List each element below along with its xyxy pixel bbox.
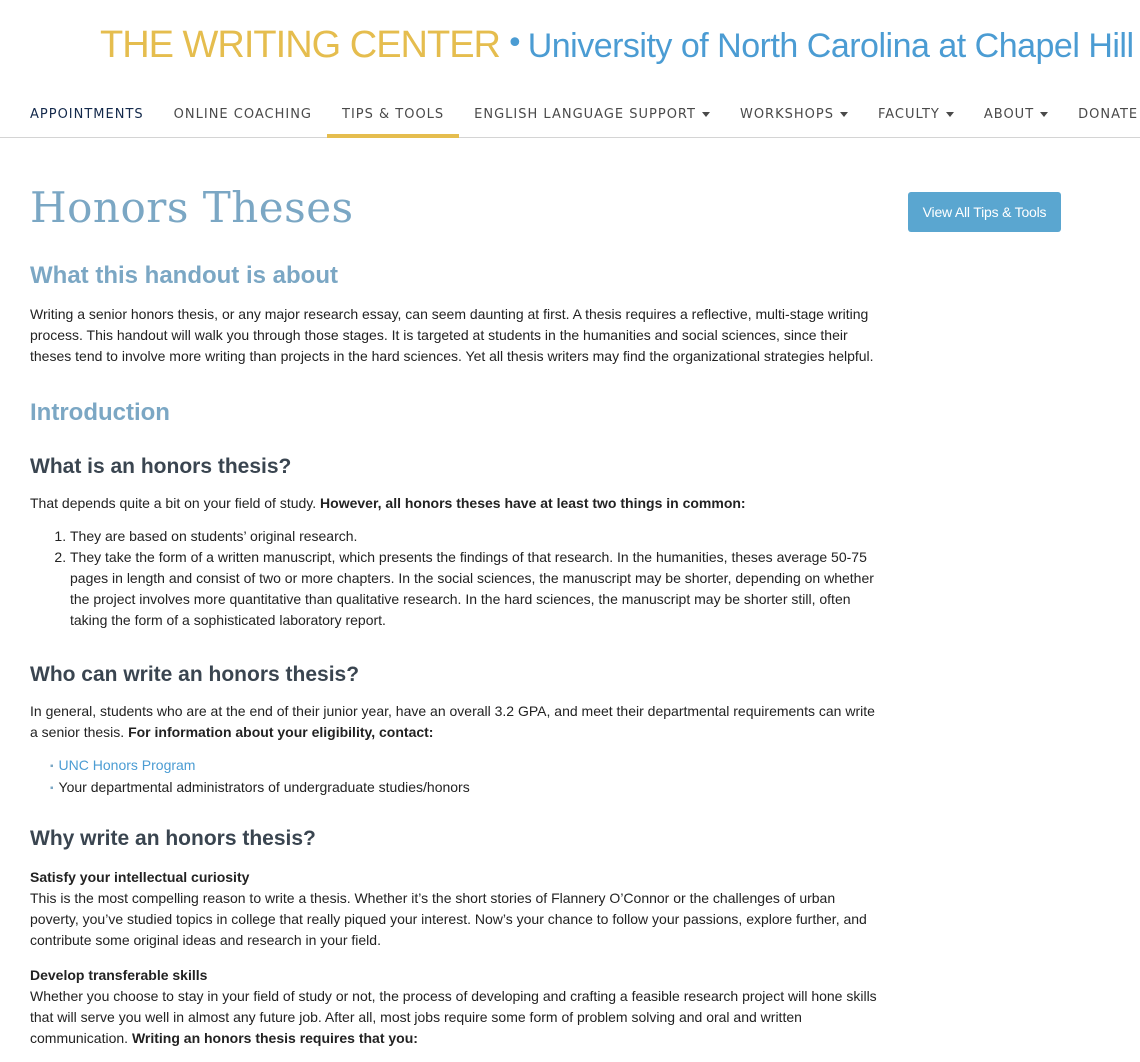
section-heading-introduction: Introduction	[30, 399, 170, 426]
caret-down-icon	[946, 112, 954, 117]
what-list	[70, 526, 880, 631]
nav-item-online-coaching[interactable]	[159, 92, 327, 137]
caret-down-icon	[840, 112, 848, 117]
what-paragraph	[30, 493, 880, 514]
nav-label: FACULTY	[877, 107, 940, 122]
why-reason-2-paragraph	[30, 986, 880, 1049]
why-reason-2-text-bold: Writing an honors thesis requires that you:	[131, 1030, 418, 1046]
nav-label: APPOINTMENTS	[30, 107, 144, 122]
nav-label: ABOUT	[983, 107, 1035, 122]
list-item	[50, 755, 880, 777]
list-item: 2. They take the form of a written manuscript, which presents the findings of that research. In the humanities, theses average 50-75 pages in length and consist of two or more chapters. In the social sciences, the manuscript may be shorter, depending on whether the project involves more quantitative than qualitative research. In the hard sciences, the manuscript may be shorter still, often taking the form of a sophisticated laboratory report.	[70, 547, 880, 631]
main-nav	[0, 92, 1140, 138]
nav-label: ONLINE COACHING	[173, 107, 312, 122]
why-reason-2-text: Whether you choose to stay in your field of study or not, the process of developing and crafting a feasible research project will hone skills that will serve you well in almost any future job. After all, most jobs require some form of problem solving and oral and written communication.	[30, 988, 877, 1046]
who-paragraph	[30, 701, 880, 743]
unc-honors-program-link[interactable]: UNC Honors Program	[58, 757, 196, 773]
why-reason-1-text: This is the most compelling reason to write a thesis. Whether it’s the short stories of Flannery O’Connor or the challenges of urban poverty, you’ve studied topics in college that really piqued your interest. Now’s your chance to follow your passions, explore further, and contribute some original ideas and research in your field.	[30, 890, 867, 948]
who-list	[50, 755, 880, 799]
subheading-why: Why write an honors thesis?	[30, 827, 316, 850]
brand-separator: •	[505, 26, 524, 61]
nav-label: WORKSHOPS	[739, 107, 834, 122]
nav-item-donate[interactable]	[1063, 92, 1140, 137]
view-all-tips-button[interactable]: View All Tips & Tools	[908, 192, 1061, 232]
nav-label: ENGLISH LANGUAGE SUPPORT	[474, 107, 696, 122]
nav-item-english-language-support[interactable]	[459, 92, 725, 137]
section-heading-about: What this handout is about	[30, 262, 338, 289]
what-text: That depends quite a bit on your field of study.	[30, 495, 321, 511]
caret-down-icon	[702, 112, 710, 117]
nav-item-appointments[interactable]	[15, 92, 159, 137]
site-header	[0, 0, 1140, 92]
brand-university: University of North Carolina at Chapel Hill	[527, 27, 1134, 65]
main-content	[30, 180, 880, 1049]
what-text-bold: However, all honors theses have at least two things in common:	[320, 495, 746, 511]
who-text: In general, students who are at the end of their junior year, have an overall 3.2 GPA, and meet their departmental requirements can write a senior thesis.	[30, 703, 875, 740]
nav-item-faculty[interactable]	[863, 92, 969, 137]
nav-label: DONATE	[1078, 107, 1139, 122]
nav-item-workshops[interactable]	[725, 92, 863, 137]
list-item	[50, 777, 880, 799]
list-item-text: Your departmental administrators of undergraduate studies/honors	[58, 779, 470, 795]
brand-writing-center: THE WRITING CENTER	[100, 24, 500, 66]
nav-item-about[interactable]	[969, 92, 1063, 137]
subheading-who: Who can write an honors thesis?	[30, 663, 360, 686]
site-brand[interactable]	[100, 24, 1134, 67]
nav-label: TIPS & TOOLS	[342, 107, 445, 122]
subheading-what: What is an honors thesis?	[30, 455, 292, 478]
page-title: Honors Theses	[30, 183, 354, 232]
why-reason-1-title: Satisfy your intellectual curiosity	[30, 869, 250, 885]
list-item: 1. They are based on students’ original research.	[70, 526, 880, 547]
caret-down-icon	[1040, 112, 1048, 117]
nav-item-tips-tools[interactable]	[327, 92, 459, 137]
why-reason-2-title: Develop transferable skills	[30, 967, 208, 983]
who-text-bold: For information about your eligibility, contact:	[128, 724, 434, 740]
about-paragraph: Writing a senior honors thesis, or any major research essay, can seem daunting at first. A thesis requires a reflective, multi-stage writing process. This handout will walk you through those stages. It is targeted at students in the humanities and social sciences, since their theses tend to involve more writing than projects in the hard sciences. Yet all thesis writers may find the organizational strategies helpful.	[30, 306, 874, 364]
